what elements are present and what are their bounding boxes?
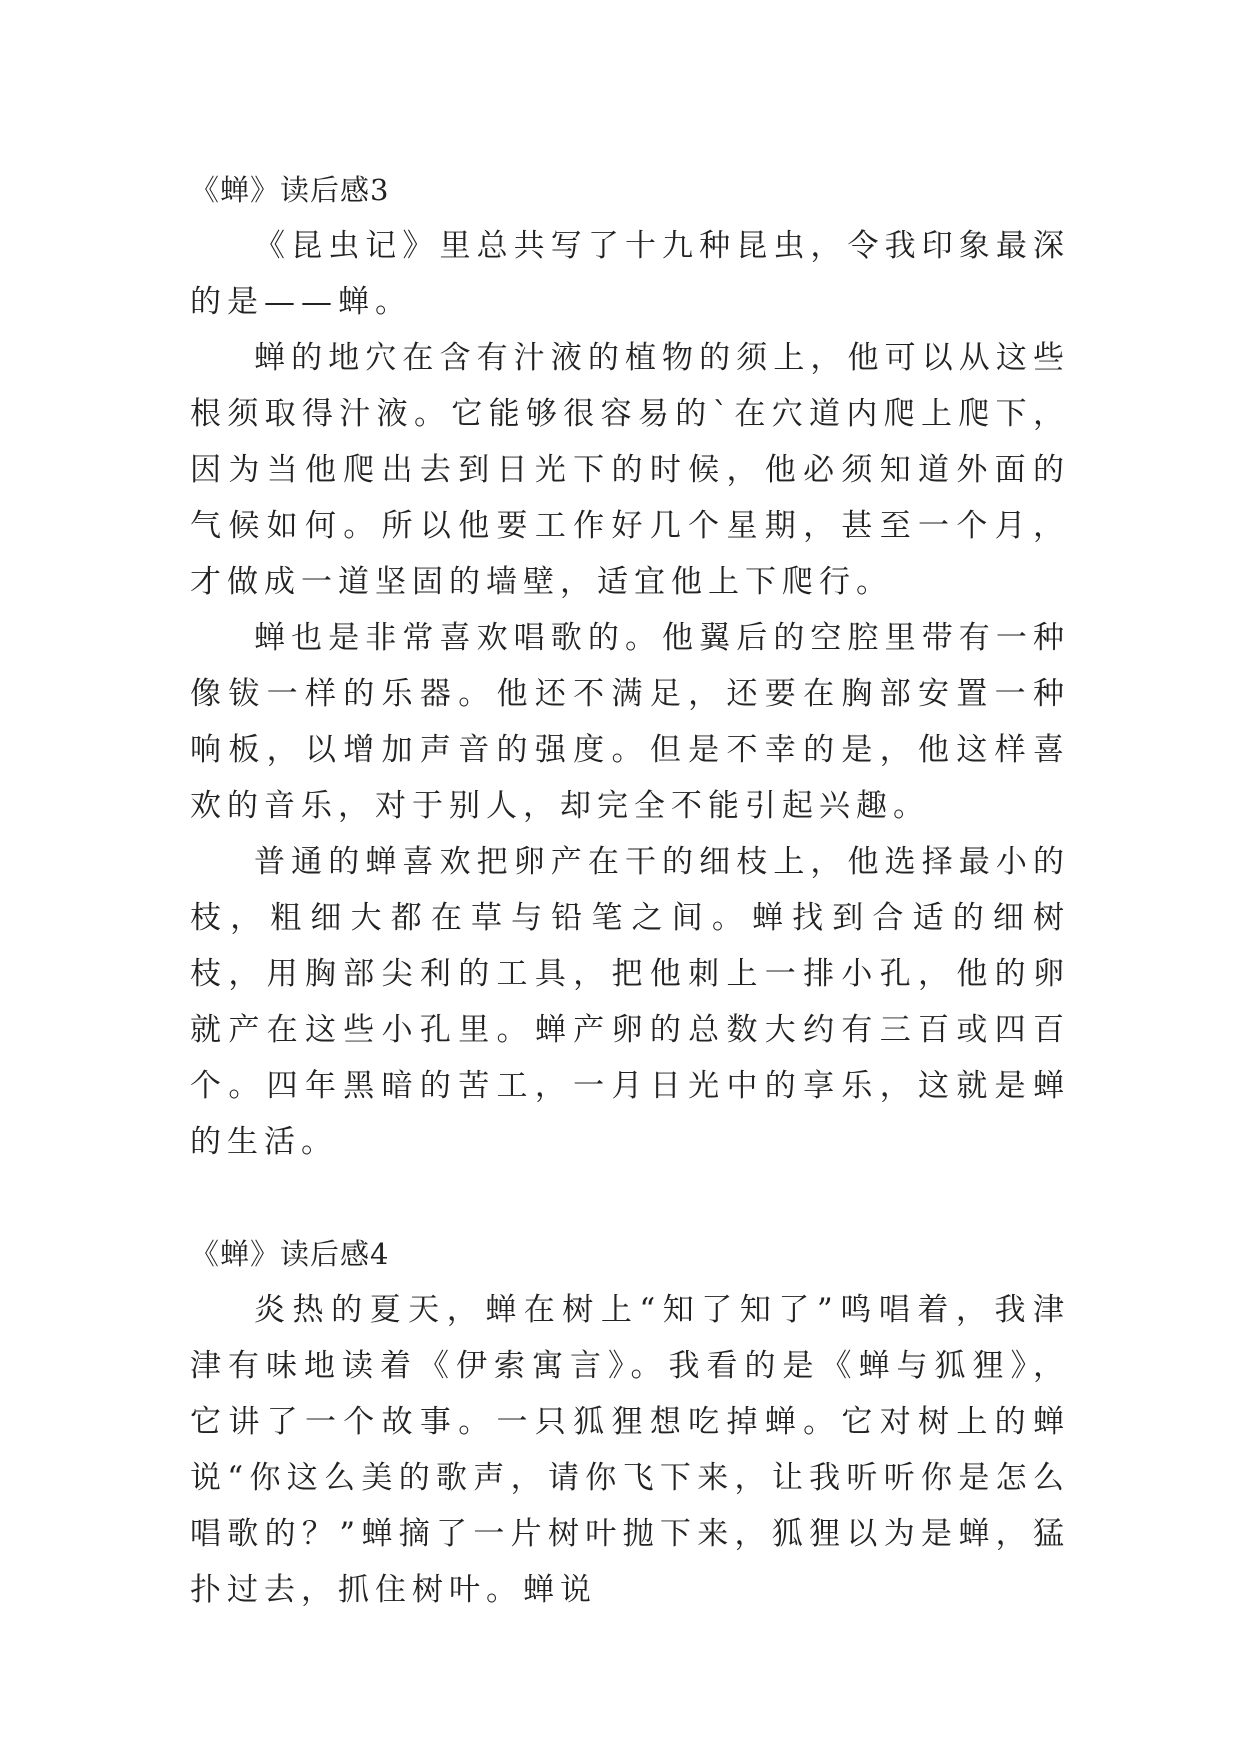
paragraph: 蝉也是非常喜欢唱歌的。他翼后的空腔里带有一种像钹一样的乐器。他还不满足，还要在胸部安置一种响板，以增加声音的强度。但是不幸的是，他这样喜欢的音乐，对于别人，却完全不能引起兴趣。 [190,620,1070,824]
paragraph: 《昆虫记》里总共写了十九种昆虫，令我印象最深的是——蝉。 [190,228,1070,320]
section-title: 《蝉》读后感4 [190,1237,390,1271]
paragraph: 普通的蝉喜欢把卵产在干的细枝上，他选择最小的枝，粗细大都在草与铅笔之间。蝉找到合适的细树枝，用胸部尖利的工具，把他刺上一排小孔，他的卵就产在这些小孔里。蝉产卵的总数大约有三百或四百个。四年黑暗的苦工，一月日光中的享乐，这就是蝉的生活。 [190,844,1070,1160]
essay-section-4 [190,1226,1070,1618]
paragraph: 炎热的夏天，蝉在树上“知了知了”鸣唱着，我津津有味地读着《伊索寓言》。我看的是《蝉与狐狸》，它讲了一个故事。一只狐狸想吃掉蝉。它对树上的蝉说“你这么美的歌声，请你飞下来，让我听听你是怎么唱歌的？”蝉摘了一片树叶抛下来，狐狸以为是蝉，猛扑过去，抓住树叶。蝉说 [190,1292,1070,1608]
paragraph: 蝉的地穴在含有汁液的植物的须上，他可以从这些根须取得汁液。它能够很容易的`在穴道内爬上爬下，因为当他爬出去到日光下的时候，他必须知道外面的气候如何。所以他要工作好几个星期，甚至一个月，才做成一道坚固的墙壁，适宜他上下爬行。 [190,340,1070,600]
document-body [190,162,1070,1618]
section-title: 《蝉》读后感3 [190,173,390,207]
section-spacer [190,1170,1070,1226]
essay-section-3 [190,162,1070,1170]
